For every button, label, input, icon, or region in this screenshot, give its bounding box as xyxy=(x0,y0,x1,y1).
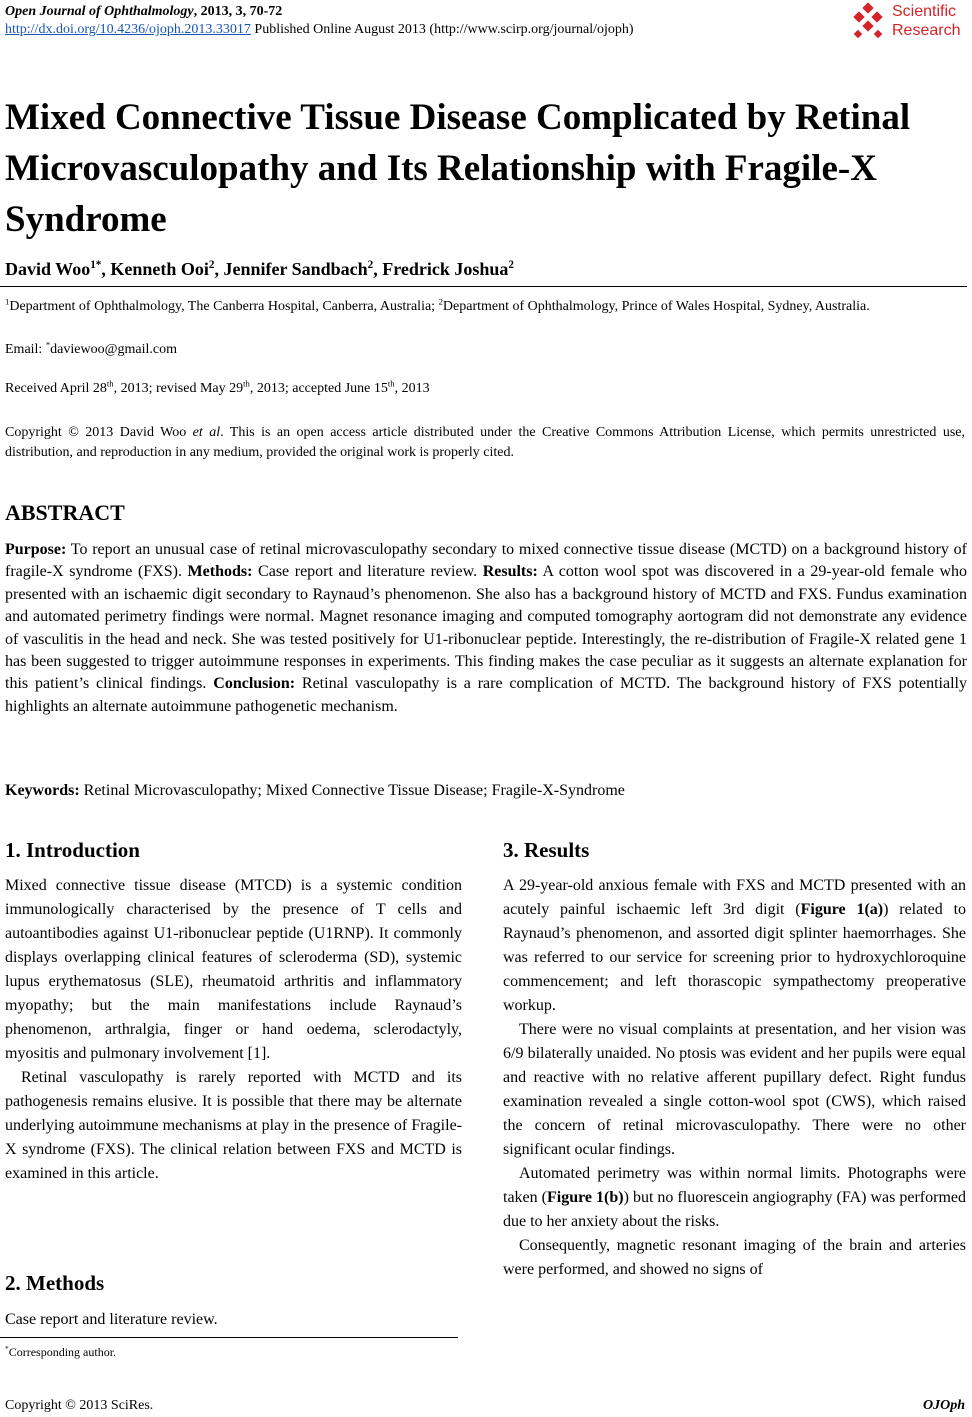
date-text: , 2013 xyxy=(394,381,430,396)
paragraph: Retinal vasculopathy is rarely reported with MCTD and its pathogenesis remains elusive. It is possible that there may be alternate underlying autoimmune mechanisms at play in the presence of Fragile-X syndrome (FXS). The clinical relation between FXS and MCTD is examined in this article. xyxy=(5,1069,462,1182)
results-text: ) but no fluorescein angiography (FA) was performed due to her anxiety about the risks. xyxy=(503,1189,966,1230)
date-text: Received April 28 xyxy=(5,381,107,396)
email-label: Email: xyxy=(5,342,46,357)
author-sep: , xyxy=(373,259,383,279)
section-heading-methods: 2. Methods xyxy=(5,1271,105,1295)
footnote xyxy=(5,1344,116,1360)
abstract-purpose-label: Purpose: xyxy=(5,541,67,558)
footer-copyright: Copyright © 2013 SciRes. xyxy=(5,1398,154,1413)
email-address[interactable]: daviewoo@gmail.com xyxy=(50,342,177,357)
keywords xyxy=(5,781,967,801)
author: Fredrick Joshua xyxy=(382,259,509,279)
date-sup: th xyxy=(106,378,114,389)
footnote-divider xyxy=(0,1337,458,1338)
affil-mark: 2 xyxy=(438,296,443,307)
abstract-heading: ABSTRACT xyxy=(5,500,125,525)
abstract-conclusion: Retinal vasculopathy is a rare complication of MCTD. The background history of FXS potentially highlights an alternate autoimmune pathogenetic mechanism. xyxy=(5,675,967,715)
logo-word-research: Research xyxy=(892,22,961,39)
author: David Woo xyxy=(5,259,91,279)
results-text: A 29-year-old anxious female with FXS and MCTD presented with an acutely painful ischaemic left 3rd digit ( xyxy=(503,877,966,918)
footnote-text: Corresponding author. xyxy=(8,1345,117,1359)
abstract-results-label: Results: xyxy=(482,563,538,581)
author-divider xyxy=(0,286,967,287)
abstract-conclusion-label: Conclusion: xyxy=(213,675,296,693)
author-list xyxy=(5,257,514,281)
logo-text xyxy=(892,2,960,40)
journal-name: Open Journal of Ophthalmology xyxy=(5,4,194,19)
affil-mark: 1 xyxy=(5,296,10,307)
publisher-logo xyxy=(848,2,970,44)
paragraph: Case report and literature review. xyxy=(5,1311,218,1328)
abstract-methods: Case report and literature review. xyxy=(252,563,483,581)
copyright-text: Copyright © 2013 David Woo xyxy=(5,425,193,440)
introduction-body xyxy=(5,874,462,1186)
doi-link[interactable]: http://dx.doi.org/10.4236/ojoph.2013.33017 xyxy=(5,22,251,37)
author-affil-mark: 1* xyxy=(90,259,102,271)
published-online: Published Online August 2013 (http://www.scirp.org/journal/ojoph) xyxy=(250,22,634,37)
section-heading-introduction: 1. Introduction xyxy=(5,838,140,862)
abstract-body xyxy=(5,539,967,718)
author: Jennifer Sandbach xyxy=(223,259,368,279)
paragraph: There were no visual complaints at presentation, and her vision was 6/9 bilaterally unaided. No ptosis was evident and her pupils were equal and reactive with no relative afferent pupillary defect. Right fundus examination revealed a single cotton-wool spot (CWS), which raised the concern of retinal microvasculopathy. There were no other significant ocular findings. xyxy=(503,1021,966,1158)
section-heading-results: 3. Results xyxy=(503,838,590,862)
paper-title: Mixed Connective Tissue Disease Complicated by Retinal Microvasculopathy and Its Relationship with Fragile-X Syndrome xyxy=(5,97,911,240)
journal-citation xyxy=(5,3,282,20)
copyright-notice xyxy=(5,423,965,463)
results-body xyxy=(503,874,966,1282)
received-dates xyxy=(5,380,430,398)
results-text: Automated perimetry was within normal limits. Photographs were taken ( xyxy=(503,1165,966,1206)
abstract-results: A cotton wool spot was discovered in a 29-year-old female who presented with an ischaemic digit secondary to Raynaud’s phenomenon. She also has a background history of MCTD and FXS. Fundus examination and automated perimetry findings were normal. Magnet resonance imaging and computed tomography aortogram did not demonstrate any evidence of vasculitis in the head and neck. She was tested positively for U1-ribonuclear peptide. Interestingly, the re-distribution of Fragile-X related gene 1 has been suggested to trigger autoimmune responses in experiments. This finding makes the case peculiar as it suggests an alternate explanation for this patient’s clinical findings. xyxy=(5,563,967,693)
copyright-text: . This is an open access article distributed under the Creative Commons Attribution License, which permits unrestricted use, distribution, and reproduction in any medium, provided the original work is properly cited. xyxy=(5,425,965,460)
figure-reference[interactable]: Figure 1(b) xyxy=(547,1189,624,1206)
paragraph: Mixed connective tissue disease (MTCD) is a systemic condition immunologically characterised by the presence of T cells and autoantibodies against U1-ribonuclear peptide (U1RNP). It commonly displays overlapping clinical features of scleroderma (SD), systemic lupus erythematosus (SLE), rheumatoid arthritis and inflammatory myopathy; but the main manifestations include Raynaud’s phenomenon, arthralgia, finger or hand oedema, sclerodactyly, myositis and pulmonary involvement [1]. xyxy=(5,877,462,1062)
paragraph xyxy=(503,1162,966,1234)
date-text: , 2013; revised May 29 xyxy=(113,381,244,396)
affil-2: Department of Ophthalmology, Prince of Wales Hospital, Sydney, Australia. xyxy=(442,299,870,314)
date-sup: th xyxy=(243,378,250,389)
author-affil-mark: 2 xyxy=(508,259,514,271)
affil-1: Department of Ophthalmology, The Canberra Hospital, Canberra, Australia; xyxy=(9,299,439,314)
footer-journal: OJOph xyxy=(922,1398,965,1413)
journal-volume: , 2013, 3, 70-72 xyxy=(193,4,283,19)
author-sep: , xyxy=(101,259,111,279)
author-sep: , xyxy=(214,259,224,279)
author-affil-mark: 2 xyxy=(367,259,374,271)
paragraph xyxy=(503,874,966,1018)
logo-word-scientific: Scientific xyxy=(892,3,957,20)
figure-reference[interactable]: Figure 1(a) xyxy=(800,901,884,918)
contact-email xyxy=(5,341,177,359)
footnote-mark: * xyxy=(5,1344,9,1353)
doi-line xyxy=(5,21,634,38)
scientific-research-logo-icon xyxy=(848,2,890,44)
affiliations xyxy=(5,297,965,317)
abstract-purpose: To report an unusual case of retinal microvasculopathy secondary to mixed connective tissue disease (MCTD) on a background history of fragile-X syndrome (FXS). xyxy=(5,541,967,581)
paragraph: Consequently, magnetic resonant imaging of the brain and arteries were performed, and showed no signs of xyxy=(503,1237,966,1278)
methods-body xyxy=(5,1308,462,1332)
keywords-list: Retinal Microvasculopathy; Mixed Connective Tissue Disease; Fragile-X-Syndrome xyxy=(79,782,625,799)
abstract-methods-label: Methods: xyxy=(187,563,253,581)
date-sup: th xyxy=(387,378,395,389)
results-text: ) related to Raynaud’s phenomenon, and assorted digit splinter haemorrhages. She was referred to our service for screening prior to hydroxychloroquine commencement; and left thorascopic sympathectomy preoperative workup. xyxy=(503,901,967,1014)
copyright-etal: et al xyxy=(192,425,221,440)
author: Kenneth Ooi xyxy=(110,259,209,279)
email-mark: * xyxy=(45,339,51,350)
author-affil-mark: 2 xyxy=(208,259,215,271)
keywords-label: Keywords: xyxy=(5,782,80,799)
date-text: , 2013; accepted June 15 xyxy=(249,381,388,396)
